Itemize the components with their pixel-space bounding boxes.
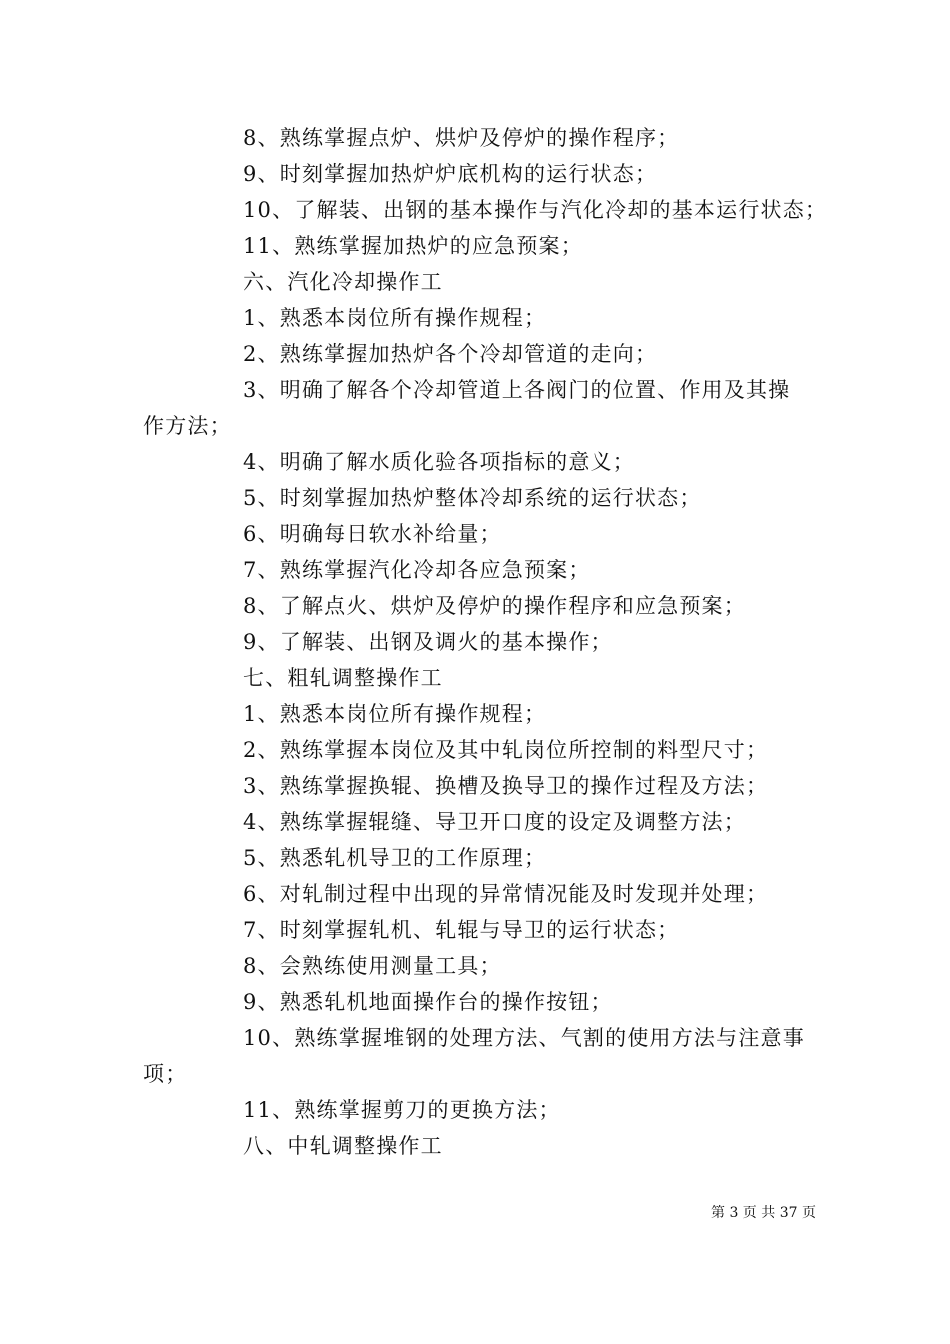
text-line: 11、熟练掌握加热炉的应急预案； [243, 234, 583, 258]
text-line-continuation: 项； [143, 1062, 188, 1086]
page-number-footer: 第 3 页 共 37 页 [711, 1205, 816, 1221]
text-line: 1、熟悉本岗位所有操作规程； [243, 702, 547, 726]
section-heading: 六、汽化冷却操作工 [243, 270, 443, 294]
text-line: 8、熟练掌握点炉、烘炉及停炉的操作程序； [243, 126, 680, 150]
section-heading: 八、中轧调整操作工 [243, 1134, 443, 1158]
text-line-continuation: 作方法； [143, 414, 232, 438]
text-line: 9、了解装、出钢及调火的基本操作； [243, 630, 613, 654]
text-line: 6、明确每日软水补给量； [243, 522, 502, 546]
text-line: 9、时刻掌握加热炉炉底机构的运行状态； [243, 162, 658, 186]
text-line: 10、熟练掌握堆钢的处理方法、气割的使用方法与注意事 [243, 1026, 805, 1050]
text-line: 5、时刻掌握加热炉整体冷却系统的运行状态； [243, 486, 702, 510]
text-line: 11、熟练掌握剪刀的更换方法； [243, 1098, 561, 1122]
text-line: 1、熟悉本岗位所有操作规程； [243, 306, 547, 330]
text-line: 9、熟悉轧机地面操作台的操作按钮； [243, 990, 613, 1014]
text-line: 4、熟练掌握辊缝、导卫开口度的设定及调整方法； [243, 810, 746, 834]
text-line: 2、熟练掌握加热炉各个冷却管道的走向； [243, 342, 658, 366]
text-line: 7、时刻掌握轧机、轧辊与导卫的运行状态； [243, 918, 680, 942]
text-line: 10、了解装、出钢的基本操作与汽化冷却的基本运行状态； [243, 198, 828, 222]
text-line: 6、对轧制过程中出现的异常情况能及时发现并处理； [243, 882, 769, 906]
text-line: 8、了解点火、烘炉及停炉的操作程序和应急预案； [243, 594, 746, 618]
text-line: 4、明确了解水质化验各项指标的意义； [243, 450, 635, 474]
section-heading: 七、粗轧调整操作工 [243, 666, 443, 690]
text-line: 2、熟练掌握本岗位及其中轧岗位所控制的料型尺寸； [243, 738, 769, 762]
text-line: 5、熟悉轧机导卫的工作原理； [243, 846, 547, 870]
text-line: 3、熟练掌握换辊、换槽及换导卫的操作过程及方法； [243, 774, 769, 798]
text-line: 8、会熟练使用测量工具； [243, 954, 502, 978]
text-line: 3、明确了解各个冷却管道上各阀门的位置、作用及其操 [243, 378, 791, 402]
text-line: 7、熟练掌握汽化冷却各应急预案； [243, 558, 591, 582]
